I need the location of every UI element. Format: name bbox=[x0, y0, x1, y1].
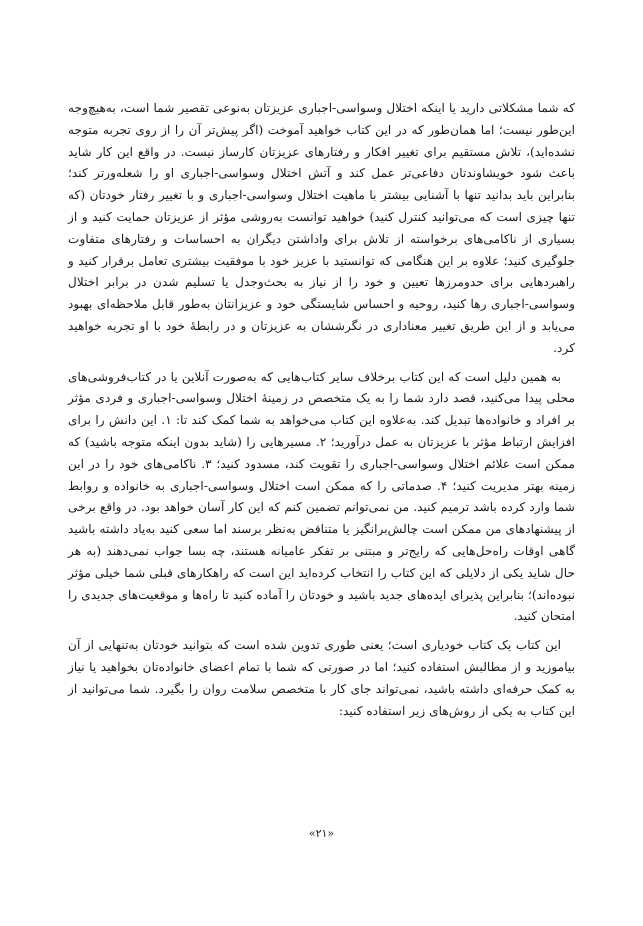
body-text bbox=[68, 98, 575, 729]
paragraph-2: به همین دلیل است که این کتاب برخلاف سایر کتاب‌هایی که به‌صورت آنلاین یا در کتاب‌فروشی‌های محلی پیدا می‌کنید، قصد دارد شما را به یک متخصص در زمینهٔ اختلال وسواسی-اجباری و فردی مؤثر بر افراد و خانواده‌ها تبدیل کند. به‌علاوه این کتاب می‌خواهد به شما کمک کند تا: ۱. این دانش را برای افزایش ارتباط مؤثر با عزیزتان به عمل درآورید؛ ۲. مسیرهایی را (شاید بدون اینکه متوجه باشید) که ممکن است علائم اختلال وسواسی-اجباری را تقویت کند، مسدود کنید؛ ۳. ناکامی‌های خود را در این زمینه بهتر مدیریت کنید؛ ۴. صدماتی را که ممکن است اختلال وسواسی-اجباری به خانواده و روابط شما وارد کرده باشد ترمیم کنید. من نمی‌توانم تضمین کنم که این کار آسان خواهد بود. در واقع برخی از پیشنهادهای من ممکن است چالش‌برانگیز یا متناقض به‌نظر برسند اما سعی کنید به‌یاد داشته باشید گاهی اوقات راه‌حل‌هایی که رایج‌تر و مبتنی بر تفکر عامیانه هستند، چه بسا جواب نمی‌دهند (به هر حال شاید یکی از دلایلی که این کتاب را انتخاب کرده‌اید این است که راهکارهای قبلی شما خیلی مؤثر نبوده‌اند)؛ بنابراین پذیرای ایده‌های جدید باشید و خودتان را آماده کنید تا راه‌ها و موقعیت‌های جدیدی را امتحان کنید. bbox=[68, 369, 575, 624]
paragraph-1: که شما مشکلاتی دارید یا اینکه اختلال وسواسی-اجباری عزیزتان به‌نوعی تقصیر شما است، به‌هیچ‌وجه این‌طور نیست؛ اما همان‌طور که در این کتاب خواهید آموخت (اگر پیش‌تر آن را از روی تجربه متوجه نشده‌اید)، تلاش مستقیم برای تغییر افکار و رفتارهای عزیزتان کارساز نیست. در واقع این کار شاید باعث شود خویشاوندتان دفاعی‌تر عمل کند و آتش اختلال وسواسی-اجباری او را شعله‌ورتر کند؛ بنابراین باید بدانید تنها با آشنایی بیشتر با ماهیت اختلال وسواسی-اجباری و با تغییر رفتار خودتان (که تنها چیزی است که می‌توانید کنترل کنید) خواهید توانست به‌روشی مؤثر از عزیزتان حمایت کنید و از بسیاری از ناکامی‌های برخواسته از تلاش برای واداشتن دیگران به احساسات و رفتارهای متفاوت جلوگیری کنید؛ علاوه بر این هنگامی که توانستید با عزیز خود با موفقیت بیشتری تعامل برقرار کنید و راهبردهایی برای حدومرزها تعیین و خود را از نیاز به بحث‌وجدل یا تسلیم شدن در برابر اختلال وسواسی-اجباری رها کنید، روحیه و احساس شایستگی خود و عزیزانتان به‌طور قابل ملاحظه‌ای بهبود می‌یابد و از این طریق تغییر معناداری در نگرششان به عزیزتان و در رابطهٔ خود با او تجربه خواهید کرد. bbox=[68, 101, 575, 355]
paragraph-3: این کتاب یک کتاب خودیاری است؛ یعنی طوری تدوین شده است که بتوانید خودتان به‌تنهایی از آن بیاموزید و از مطالبش استفاده کنید؛ اما در صورتی که شما با تمام اعضای خانواده‌تان بخواهید یا نیاز به کمک حرفه‌ای داشته باشید، نمی‌تواند جای کار با متخصص سلامت روان را بگیرد. شما می‌توانید از این کتاب به یکی از روش‌های زیر استفاده کنید: bbox=[68, 638, 575, 718]
page-number: «۲۱» bbox=[308, 827, 335, 840]
